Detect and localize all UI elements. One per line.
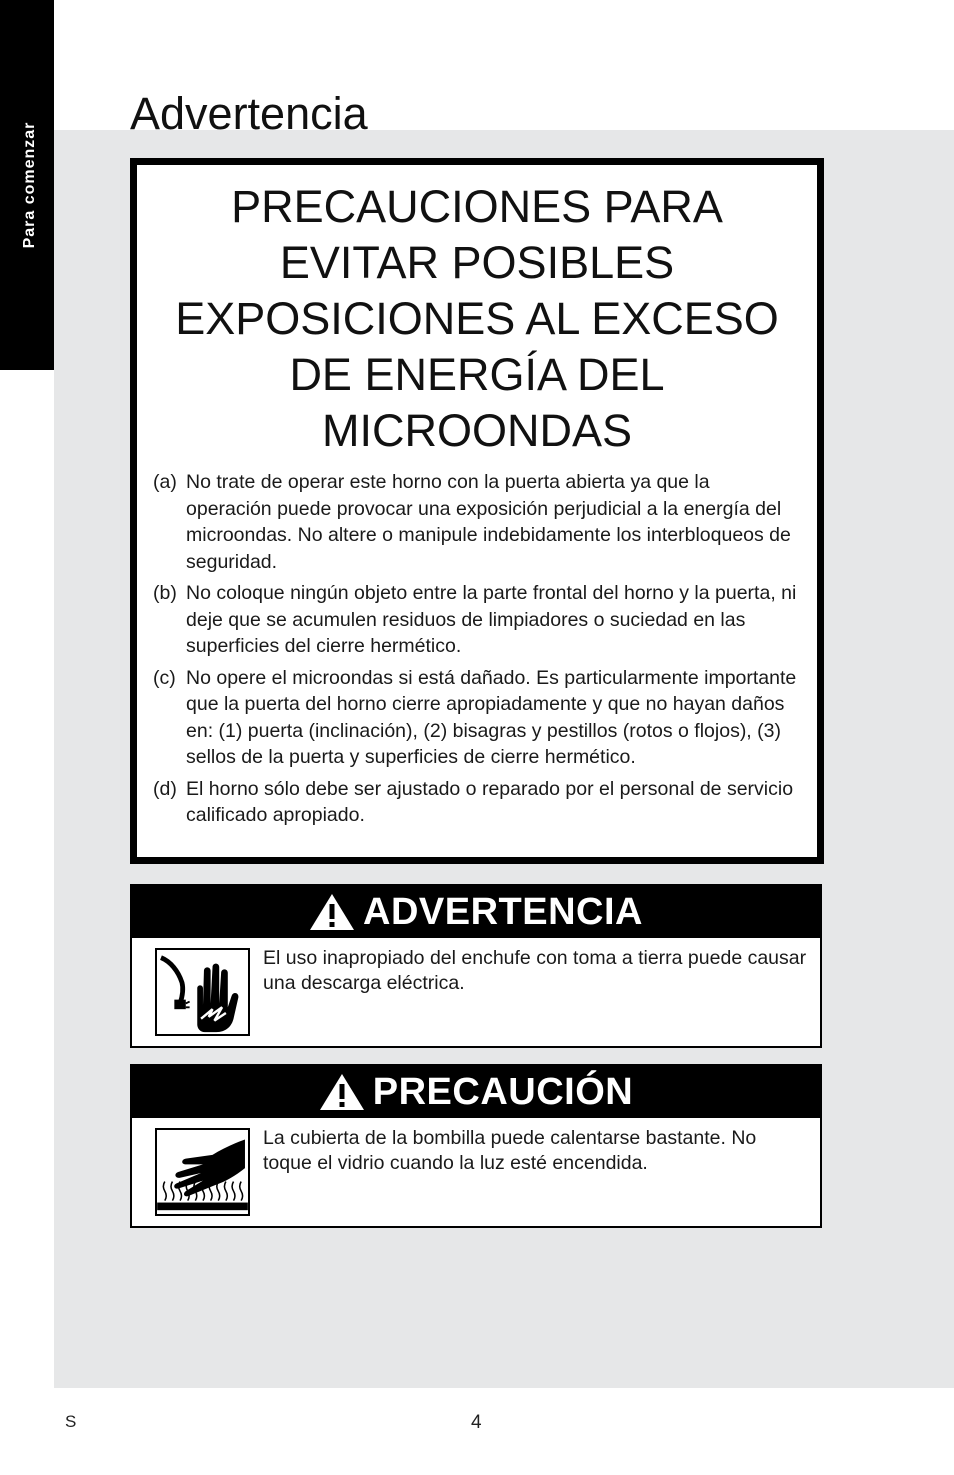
side-tab-label: Para comenzar [21, 121, 38, 249]
page-number: 4 [471, 1412, 482, 1433]
electric-shock-hand-icon [155, 948, 250, 1036]
footer-language-code: S [65, 1412, 77, 1431]
caution-header [132, 1066, 820, 1118]
caution-text: La cubierta de la bombilla puede calentarse bastante. No toque el vidrio cuando la luz esté encendida. [263, 1127, 757, 1174]
precautions-heading: PRECAUCIONES PARA EVITAR POSIBLES EXPOSICIONES AL EXCESO DE ENERGÍA DEL MICROONDAS [175, 181, 779, 456]
caution-body [132, 1118, 820, 1226]
item-text: No coloque ningún objeto entre la parte frontal del horno y la puerta, ni deje que se acumulen residuos de limpiadores o suciedad en las superficies del cierre hermético. [186, 582, 797, 657]
page-title: Advertencia [130, 88, 368, 139]
precaution-item-c [153, 665, 797, 771]
precaution-item-a [153, 469, 797, 575]
warning-box [130, 884, 822, 1048]
microwave-precautions-box [130, 158, 824, 864]
item-text: No trate de operar este horno con la puerta abierta ya que la operación puede provocar una exposición perjudicial a la energía del microondas. No altere o manipule indebidamente los interbloqueos de seguridad. [186, 471, 791, 573]
caution-box [130, 1064, 822, 1228]
warning-body [132, 938, 820, 1046]
warning-text: El uso inapropiado del enchufe con toma a tierra puede causar una descarga eléctrica. [263, 947, 807, 994]
item-letter: (b) [153, 582, 177, 604]
warning-title: ADVERTENCIA [363, 891, 643, 933]
item-text: El horno sólo debe ser ajustado o reparado por el personal de servicio calificado apropiado. [186, 777, 794, 826]
hot-surface-hand-icon [155, 1128, 250, 1216]
side-section-tab [0, 0, 54, 370]
caution-title: PRECAUCIÓN [372, 1071, 634, 1113]
item-letter: (d) [153, 777, 177, 800]
item-text: No opere el microondas si está dañado. Es particularmente importante que la puerta del horno cierre apropiadamente y que no hayan daños en: (1) puerta (inclinación), (2) bisagras y pestillos (rotos o flojos), (3) sellos de la puerta y superficies de cierre hermético. [186, 666, 797, 768]
precaution-item-b [153, 580, 797, 660]
warning-header [132, 886, 820, 938]
precautions-list [137, 469, 817, 829]
item-letter: (c) [153, 666, 176, 689]
precaution-item-d [153, 776, 797, 829]
item-letter: (a) [153, 471, 177, 493]
warning-triangle-icon [309, 893, 355, 931]
caution-triangle-icon [319, 1073, 365, 1111]
